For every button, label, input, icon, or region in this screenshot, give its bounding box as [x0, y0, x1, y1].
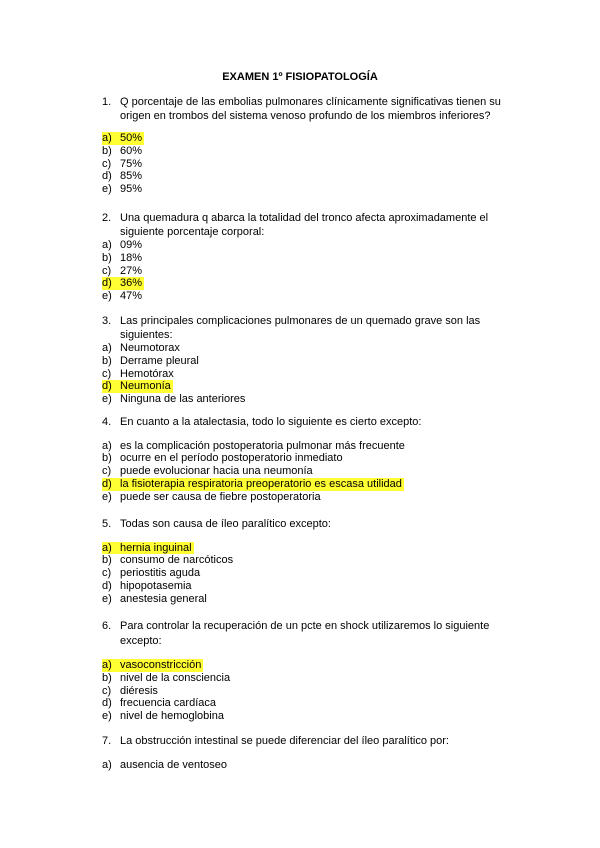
options-list [102, 239, 522, 303]
option-letter: c) [102, 264, 112, 277]
options-list [102, 542, 522, 606]
option-letter: c) [102, 157, 112, 170]
option-d [102, 170, 522, 183]
option-text: 47% [120, 290, 143, 303]
option-letter: e) [102, 710, 112, 723]
option-letter: c) [102, 567, 112, 580]
option-text: frecuencia cardíaca [120, 697, 216, 710]
option-text: nivel de la consciencia [120, 671, 231, 684]
question-text: Para controlar la recuperación de un pcte en shock utilizaremos lo siguiente excepto: [120, 620, 490, 647]
option-text: periostitis aguda [120, 567, 201, 580]
option-letter: e) [102, 183, 112, 196]
option-e [102, 491, 522, 504]
question-text: Una quemadura q abarca la totalidad del tronco afecta aproximadamente el siguiente porcentaje corporal: [120, 212, 489, 238]
options-list [102, 759, 522, 772]
option-letter: b) [102, 144, 112, 157]
option-text: puede ser causa de fiebre postoperatoria [120, 490, 321, 503]
option-a [102, 342, 522, 355]
option-letter: b) [102, 671, 112, 684]
option-d [102, 380, 522, 393]
option-a [102, 132, 522, 145]
question-1 [102, 96, 522, 196]
question-text-row [102, 518, 522, 532]
option-letter: a) [102, 758, 112, 771]
question-text: Las principales complicaciones pulmonares de un quemado grave son las siguientes: [120, 315, 481, 341]
option-text: diéresis [120, 684, 158, 697]
question-6 [102, 619, 522, 723]
option-text: la fisioterapia respiratoria preoperatorio es escasa utilidad [120, 477, 402, 490]
question-number: 2. [102, 212, 112, 224]
option-text: nivel de hemoglobina [120, 710, 224, 723]
option-text: Neumotorax [120, 342, 180, 354]
option-text: consumo de narcóticos [120, 554, 234, 567]
option-text: ausencia de ventoseo [120, 758, 228, 771]
option-letter: a) [102, 439, 112, 452]
option-letter: c) [102, 367, 112, 380]
options-list [102, 132, 522, 196]
option-letter: e) [102, 490, 112, 503]
option-e [102, 393, 522, 406]
question-text: En cuanto a la atalectasia, todo lo siguiente es cierto excepto: [120, 416, 422, 428]
option-letter: b) [102, 354, 112, 367]
option-letter: a) [102, 541, 112, 554]
option-text: es la complicación postoperatoria pulmonar más frecuente [120, 439, 405, 452]
option-d [102, 478, 522, 491]
option-c [102, 158, 522, 171]
question-text: Todas son causa de íleo paralítico excepto: [120, 518, 331, 530]
question-3 [102, 315, 522, 406]
question-number: 4. [102, 416, 112, 428]
option-text: 50% [120, 132, 143, 144]
option-a [102, 440, 522, 453]
option-c [102, 265, 522, 278]
question-5 [102, 518, 522, 605]
option-letter: b) [102, 251, 112, 264]
option-b [102, 145, 522, 158]
options-list [102, 659, 522, 723]
option-letter: e) [102, 393, 112, 406]
option-letter: d) [102, 579, 112, 592]
option-a [102, 542, 522, 555]
option-d [102, 697, 522, 710]
option-text: 95% [120, 183, 143, 196]
option-text: puede evolucionar hacia una neumonía [120, 465, 313, 478]
question-number: 6. [102, 620, 112, 632]
option-a [102, 659, 522, 672]
option-text: 27% [120, 264, 143, 277]
exam-title: EXAMEN 1º FISIOPATOLOGÍA [222, 71, 378, 83]
option-letter: b) [102, 554, 112, 567]
option-letter: a) [102, 659, 112, 671]
option-b [102, 452, 522, 465]
question-text-row [102, 315, 522, 342]
option-text: Derrame pleural [120, 354, 199, 367]
option-letter: b) [102, 452, 112, 465]
options-list [102, 342, 522, 406]
question-7 [102, 735, 522, 771]
option-letter: d) [102, 380, 112, 393]
option-a [102, 239, 522, 252]
option-letter: d) [102, 170, 112, 183]
option-letter: a) [102, 239, 112, 251]
option-letter: a) [102, 132, 112, 144]
option-c [102, 465, 522, 478]
option-c [102, 685, 522, 698]
option-text: 09% [120, 239, 143, 251]
question-text: La obstrucción intestinal se puede diferenciar del íleo paralítico por: [120, 735, 449, 747]
option-text: Ninguna de las anteriores [120, 393, 246, 406]
question-text-row [102, 735, 522, 749]
question-2 [102, 212, 522, 303]
question-text: Q porcentaje de las embolias pulmonares clínicamente significativas tienen su origen en trombos del sistema venoso profundo de los miembros inferiores? [120, 96, 501, 122]
option-text: 60% [120, 144, 143, 157]
option-letter: d) [102, 277, 112, 290]
option-text: 36% [120, 277, 143, 290]
option-text: Neumonía [120, 380, 171, 393]
options-list [102, 440, 522, 504]
option-d [102, 277, 522, 290]
question-4 [102, 416, 522, 503]
option-e [102, 290, 522, 303]
option-text: vasoconstricción [120, 659, 202, 671]
option-letter: c) [102, 465, 112, 478]
option-b [102, 355, 522, 368]
option-text: ocurre en el período postoperatorio inmediato [120, 452, 343, 465]
option-text: hipopotasemia [120, 579, 192, 592]
option-d [102, 580, 522, 593]
option-c [102, 567, 522, 580]
question-number: 7. [102, 735, 112, 747]
option-b [102, 554, 522, 567]
question-text-row [102, 416, 522, 430]
option-letter: d) [102, 477, 112, 490]
question-text-row [102, 96, 522, 123]
option-c [102, 368, 522, 381]
option-letter: e) [102, 592, 112, 605]
option-text: 85% [120, 170, 143, 183]
option-text: 75% [120, 157, 143, 170]
option-letter: a) [102, 342, 112, 354]
option-b [102, 252, 522, 265]
option-e [102, 183, 522, 196]
option-a [102, 759, 522, 772]
option-letter: e) [102, 290, 112, 303]
option-e [102, 710, 522, 723]
option-text: Hemotórax [120, 367, 174, 380]
option-letter: c) [102, 684, 112, 697]
option-b [102, 672, 522, 685]
option-text: 18% [120, 251, 143, 264]
question-number: 1. [102, 96, 112, 108]
option-letter: d) [102, 697, 112, 710]
option-e [102, 593, 522, 606]
option-text: anestesia general [120, 592, 207, 605]
option-text: hernia inguinal [120, 541, 192, 554]
question-text-row [102, 212, 522, 239]
question-text-row [102, 619, 522, 649]
question-number: 5. [102, 518, 112, 530]
question-number: 3. [102, 315, 112, 327]
